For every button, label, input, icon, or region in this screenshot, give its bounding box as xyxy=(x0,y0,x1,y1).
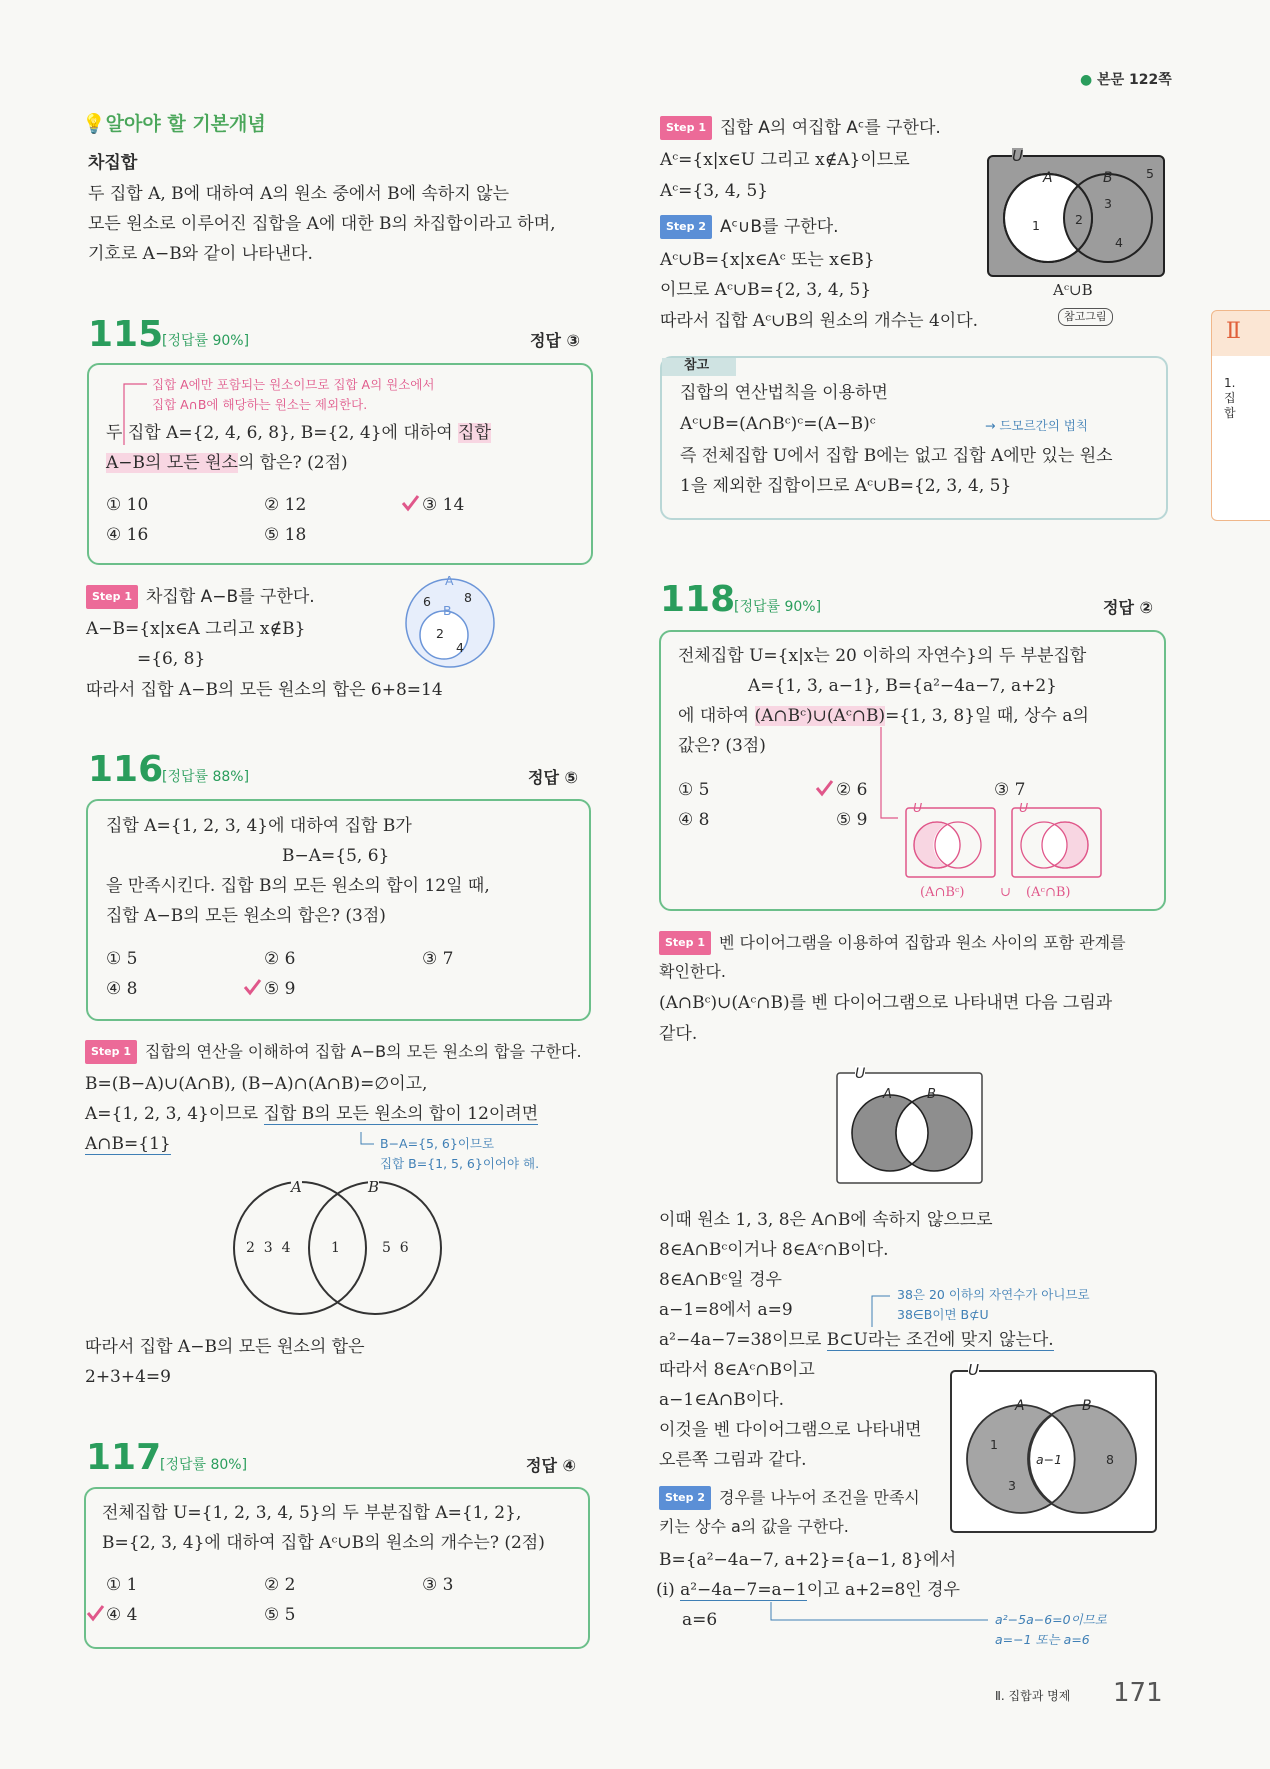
reference-line: 집합의 연산법칙을 이용하면 xyxy=(680,383,888,403)
annotation: a=−1 또는 a=6 xyxy=(995,1632,1090,1647)
solution-line: 따라서 집합 Aᶜ∪B의 원소의 개수는 4이다. xyxy=(660,311,979,331)
step-heading: Step 2 Aᶜ∪B를 구한다. xyxy=(660,215,839,239)
check-mark-icon xyxy=(815,779,833,797)
reference-figure-tag: 참고그림 xyxy=(1058,308,1113,326)
choice[interactable]: ⑤ 5 xyxy=(264,1605,296,1625)
correct-rate: [정답률 88%] xyxy=(162,769,250,785)
venn-label: A xyxy=(883,1087,892,1102)
annotation: B−A={5, 6}이므로 xyxy=(380,1136,495,1151)
choice[interactable]: ① 5 xyxy=(678,780,710,800)
solution-line: (A∩Bᶜ)∪(Aᶜ∩B)를 벤 다이어그램으로 나타내면 다음 그림과 xyxy=(659,993,1113,1013)
solution-line: 이때 원소 1, 3, 8은 A∩B에 속하지 않으므로 xyxy=(659,1210,993,1230)
concept-title: 💡알아야 할 기본개념 xyxy=(82,113,266,135)
solution-line: Aᶜ={3, 4, 5} xyxy=(660,181,769,201)
solution-line: 따라서 8∈Aᶜ∩B이고 xyxy=(659,1360,815,1380)
annotation: a²−5a−6=0이므로 xyxy=(995,1612,1107,1627)
check-mark-icon xyxy=(86,1604,104,1622)
solution-line: a²−4a−7=38이므로 B⊂U라는 조건에 맞지 않는다. xyxy=(659,1330,1054,1350)
answer: 정답 ③ xyxy=(530,331,581,350)
solution-line: B={a²−4a−7, a+2}={a−1, 8}에서 xyxy=(659,1550,957,1570)
question-text: 집합 A−B의 모든 원소의 합은? (3점) xyxy=(106,906,386,926)
solution-line: a=6 xyxy=(682,1610,718,1630)
step-heading: Step 1 차집합 A−B를 구한다. xyxy=(86,585,315,609)
solution-line: 오른쪽 그림과 같다. xyxy=(659,1450,807,1470)
question-text: B={2, 3, 4}에 대하여 집합 Aᶜ∪B의 원소의 개수는? (2점) xyxy=(102,1533,545,1553)
venn-caption: (A∩Bᶜ) xyxy=(920,885,965,900)
choice[interactable]: ② 6 xyxy=(264,949,296,969)
venn-label: B xyxy=(1082,1398,1092,1414)
concept-subtitle: 차집합 xyxy=(88,153,138,173)
venn-value: 8 xyxy=(1106,1452,1114,1467)
choice[interactable]: ③ 3 xyxy=(422,1575,454,1595)
question-text: 값은? (3점) xyxy=(678,736,766,756)
venn-label: U xyxy=(913,800,923,815)
venn-caption: Aᶜ∪B xyxy=(1053,281,1093,299)
section-label: 1. 집합 xyxy=(1224,376,1236,420)
circle-icon: ● xyxy=(1080,72,1093,88)
question-text: 전체집합 U={x|x는 20 이하의 자연수}의 두 부분집합 xyxy=(678,646,1087,666)
choice-selected[interactable]: ③ 14 xyxy=(422,495,465,515)
problem-number: 117 xyxy=(86,1437,162,1478)
reference-text: 본문 122쪽 xyxy=(1097,72,1172,88)
choice[interactable]: ② 2 xyxy=(264,1575,296,1595)
solution-line: 이므로 Aᶜ∪B={2, 3, 4, 5} xyxy=(660,280,872,300)
venn-caption: ∪ xyxy=(1000,885,1011,900)
choice-selected[interactable]: ④ 4 xyxy=(106,1605,138,1625)
page-reference xyxy=(1080,72,1172,88)
venn-label: B xyxy=(927,1087,936,1102)
annotation-arrow xyxy=(0,0,1,1)
correct-rate: [정답률 80%] xyxy=(160,1457,248,1473)
step-heading: Step 1 벤 다이어그램을 이용하여 집합과 원소 사이의 포함 관계를 xyxy=(659,931,1126,955)
venn-label: U xyxy=(1012,147,1023,165)
venn-value: 3 xyxy=(1008,1478,1016,1493)
question-text: A={1, 3, a−1}, B={a²−4a−7, a+2} xyxy=(748,676,1057,696)
venn-label: A xyxy=(291,1178,302,1196)
venn-caption: (Aᶜ∩B) xyxy=(1026,885,1071,900)
solution-line: A∩B={1} xyxy=(85,1134,171,1154)
answer: 정답 ② xyxy=(1103,598,1154,617)
venn-label: B xyxy=(1103,170,1113,186)
problem-number: 118 xyxy=(660,579,736,620)
solution-line: 같다. xyxy=(659,1024,698,1044)
venn-label: U xyxy=(968,1361,979,1379)
annotation: 집합 A에만 포함되는 원소이므로 집합 A의 원소에서 xyxy=(152,377,435,392)
venn-value: 6 xyxy=(423,594,431,609)
question-text: 에 대하여 (A∩Bᶜ)∪(Aᶜ∩B)={1, 3, 8}일 때, 상수 a의 xyxy=(678,706,1089,726)
correct-rate: [정답률 90%] xyxy=(162,333,250,349)
venn-value: 8 xyxy=(464,590,472,605)
venn-value: 4 xyxy=(456,640,464,655)
concept-line: 두 집합 A, B에 대하여 A의 원소 중에서 B에 속하지 않는 xyxy=(88,184,509,204)
solution-line: Aᶜ={x|x∈U 그리고 x∉A}이므로 xyxy=(660,150,910,170)
step-heading: 확인한다. xyxy=(659,962,726,981)
solution-line: (i) a²−4a−7=a−1이고 a+2=8인 경우 xyxy=(656,1580,960,1600)
choice[interactable]: ① 10 xyxy=(106,495,149,515)
check-mark-icon xyxy=(401,494,419,512)
venn-value: 5 6 xyxy=(382,1240,409,1256)
reference-line: 1을 제외한 집합이므로 Aᶜ∪B={2, 3, 4, 5} xyxy=(680,476,1012,496)
solution-line: Aᶜ∪B={x|x∈Aᶜ 또는 x∈B} xyxy=(660,250,875,270)
annotation: 38∈B이면 B⊄U xyxy=(897,1307,989,1322)
solution-line: 이것을 벤 다이어그램으로 나타내면 xyxy=(659,1420,922,1440)
solution-line: a−1∈A∩B이다. xyxy=(659,1390,785,1410)
question-text: 을 만족시킨다. 집합 B의 모든 원소의 합이 12일 때, xyxy=(106,876,490,896)
choice[interactable]: ⑤ 18 xyxy=(264,525,307,545)
chapter-tab[interactable] xyxy=(1211,310,1270,358)
solution-line: A={1, 2, 3, 4}이므로 집합 B의 모든 원소의 합이 12이려면 xyxy=(85,1104,539,1124)
solution-line: 8∈A∩Bᶜ이거나 8∈Aᶜ∩B이다. xyxy=(659,1240,889,1260)
solution-line: 8∈A∩Bᶜ일 경우 xyxy=(659,1270,782,1290)
footer-chapter: Ⅱ. 집합과 명제 xyxy=(995,1689,1071,1703)
reference-label: 참고 xyxy=(662,358,736,376)
annotation: 집합 B={1, 5, 6}이어야 해. xyxy=(380,1156,540,1171)
annotation: 38은 20 이하의 자연수가 아니므로 xyxy=(897,1287,1090,1302)
step-heading: Step 2 경우를 나누어 조건을 만족시 xyxy=(659,1486,920,1510)
question-text: 전체집합 U={1, 2, 3, 4, 5}의 두 부분집합 A={1, 2}, xyxy=(102,1503,522,1523)
solution-line: a−1=8에서 a=9 xyxy=(659,1300,793,1320)
problem-number: 116 xyxy=(88,749,164,790)
venn-value: 1 xyxy=(990,1437,998,1452)
step-heading: 키는 상수 a의 값을 구한다. xyxy=(659,1517,849,1536)
choice-selected[interactable]: ⑤ 9 xyxy=(264,979,296,999)
choice[interactable]: ② 12 xyxy=(264,495,307,515)
check-mark-icon xyxy=(243,978,261,996)
solution-line: B=(B−A)∪(A∩B), (B−A)∩(A∩B)=∅이고, xyxy=(85,1074,428,1094)
choice[interactable]: ① 1 xyxy=(106,1575,138,1595)
venn-label: A xyxy=(1043,170,1053,186)
choice[interactable]: ④ 8 xyxy=(678,810,710,830)
page-number: 171 xyxy=(1113,1678,1163,1708)
venn-label: U xyxy=(1019,800,1029,815)
choice-selected[interactable]: ② 6 xyxy=(836,780,868,800)
problem-number: 115 xyxy=(88,314,164,355)
venn-value: 2 xyxy=(1075,212,1083,227)
choice[interactable]: ③ 7 xyxy=(994,780,1026,800)
venn-value: 1 xyxy=(1032,218,1040,233)
question-text: A−B의 모든 원소의 합은? (2점) xyxy=(106,453,348,473)
venn-label: U xyxy=(855,1066,866,1082)
answer: 정답 ④ xyxy=(526,1456,577,1475)
reference-line: 즉 전체집합 U에서 집합 B에는 없고 집합 A에만 있는 원소 xyxy=(680,446,1113,466)
venn-label: B xyxy=(368,1178,380,1196)
step-heading: Step 1 집합 A의 여집합 Aᶜ를 구한다. xyxy=(660,116,941,140)
choice[interactable]: ④ 8 xyxy=(106,979,138,999)
choice[interactable]: ④ 16 xyxy=(106,525,149,545)
correct-rate: [정답률 90%] xyxy=(734,599,822,615)
venn-value: 2 xyxy=(436,626,444,641)
solution-line: 따라서 집합 A−B의 모든 원소의 합은 6+8=14 xyxy=(86,680,443,700)
venn-value: 4 xyxy=(1115,235,1123,250)
reference-line: Aᶜ∪B=(A∩Bᶜ)ᶜ=(A−B)ᶜ xyxy=(680,414,876,434)
choice[interactable]: ③ 7 xyxy=(422,949,454,969)
solution-line: ={6, 8} xyxy=(137,649,206,669)
solution-line: 2+3+4=9 xyxy=(85,1367,171,1387)
venn-value: 5 xyxy=(1146,166,1154,181)
venn-value: a−1 xyxy=(1036,1452,1063,1467)
annotation: → 드모르간의 법칙 xyxy=(985,418,1088,433)
solution-line: 따라서 집합 A−B의 모든 원소의 합은 xyxy=(85,1337,365,1357)
question-text: 집합 A={1, 2, 3, 4}에 대하여 집합 B가 xyxy=(106,816,412,836)
step-heading: Step 1 집합의 연산을 이해하여 집합 A−B의 모든 원소의 합을 구한다. xyxy=(85,1040,582,1064)
annotation: 집합 A∩B에 해당하는 원소는 제외한다. xyxy=(152,397,368,412)
lightbulb-icon: 💡 xyxy=(82,113,106,135)
choice[interactable]: ⑤ 9 xyxy=(836,810,868,830)
venn-label: B xyxy=(443,603,452,618)
venn-value: 1 xyxy=(331,1240,340,1256)
venn-value: 2 3 4 xyxy=(246,1240,291,1256)
venn-label: A xyxy=(1015,1398,1025,1414)
solution-line: A−B={x|x∈A 그리고 x∉B} xyxy=(86,619,306,639)
answer: 정답 ⑤ xyxy=(528,768,579,787)
concept-line: 모든 원소로 이루어진 집합을 A에 대한 B의 차집합이라고 하며, xyxy=(88,214,556,234)
chapter-label: Ⅱ xyxy=(1226,319,1241,344)
problem-box xyxy=(659,630,1166,911)
section-tab[interactable] xyxy=(1211,356,1270,521)
concept-line: 기호로 A−B와 같이 나타낸다. xyxy=(88,244,313,264)
question-text: B−A={5, 6} xyxy=(282,846,390,866)
choice[interactable]: ① 5 xyxy=(106,949,138,969)
venn-label: A xyxy=(445,573,454,588)
venn-value: 3 xyxy=(1104,196,1112,211)
question-text: 두 집합 A={2, 4, 6, 8}, B={2, 4}에 대하여 집합 xyxy=(106,423,491,443)
